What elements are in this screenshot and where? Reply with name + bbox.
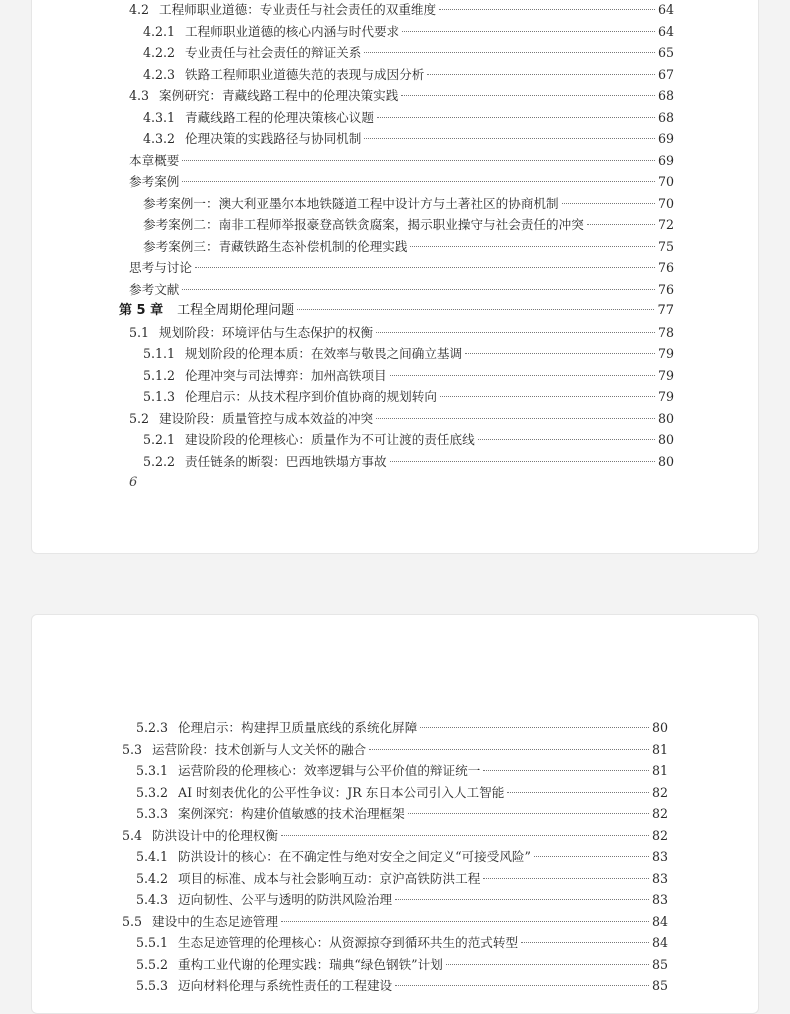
dot-leader bbox=[440, 396, 655, 397]
toc-entry-number: 5.4 bbox=[122, 827, 143, 843]
toc-entry[interactable] bbox=[129, 257, 674, 279]
toc-entry-title: 参考案例一：澳大利亚墨尔本地铁隧道工程中设计方与土著社区的协商机制 bbox=[143, 195, 559, 211]
toc-entry-title: 参考案例二：南非工程师举报豪登高铁贪腐案，揭示职业操守与社会责任的冲突 bbox=[143, 217, 584, 232]
dot-leader bbox=[427, 74, 655, 75]
toc-entry-page: 81 bbox=[651, 741, 668, 757]
page-folio: 6 bbox=[129, 475, 138, 490]
dot-leader bbox=[410, 246, 655, 247]
dot-leader bbox=[376, 332, 655, 333]
toc-entry-page: 76 bbox=[657, 260, 674, 275]
toc-entry-number: 5.2.2 bbox=[143, 453, 176, 469]
toc-entry-number: 4.2.2 bbox=[143, 45, 176, 60]
toc-entry-title: 伦理冲突与司法博弈：加州高铁项目 bbox=[185, 367, 387, 383]
dot-leader bbox=[402, 31, 655, 32]
toc-entry-page: 68 bbox=[657, 88, 674, 103]
toc-entry[interactable] bbox=[143, 64, 674, 86]
toc-entry-title: 伦理决策的实践路径与协同机制 bbox=[185, 131, 362, 146]
toc-entry-title: 工程全周期伦理问题 bbox=[177, 303, 295, 318]
toc-entry-page: 82 bbox=[651, 784, 668, 800]
toc-entry-title: 思考与讨论 bbox=[129, 260, 192, 275]
toc-entry-title: 伦理启示：构建捍卫质量底线的系统化屏障 bbox=[178, 720, 418, 735]
toc-page-2 bbox=[31, 614, 759, 1014]
toc-entry-title: 工程师职业道德的核心内涵与时代要求 bbox=[185, 23, 400, 39]
toc-entry[interactable] bbox=[143, 429, 674, 451]
dot-leader bbox=[420, 727, 649, 728]
toc-entry-page: 72 bbox=[657, 217, 674, 232]
toc-entry-number: 5.3.2 bbox=[136, 784, 169, 800]
toc-entry-title: AI 时刻表优化的公平性争议：JR 东日本公司引入人工智能 bbox=[178, 784, 505, 800]
toc-entry[interactable] bbox=[136, 782, 668, 804]
toc-entry-page: 82 bbox=[651, 827, 668, 843]
toc-entry-page: 84 bbox=[651, 913, 668, 929]
dot-leader bbox=[182, 160, 655, 161]
toc-entry[interactable] bbox=[122, 911, 668, 933]
toc-entry[interactable] bbox=[136, 889, 668, 911]
toc-entry[interactable] bbox=[143, 42, 674, 64]
toc-entry-page: 83 bbox=[651, 870, 668, 886]
toc-entry-number: 5.2 bbox=[129, 410, 150, 426]
toc-entry[interactable] bbox=[143, 343, 674, 365]
toc-entry-number: 5.1.2 bbox=[143, 367, 176, 383]
toc-entry-page: 68 bbox=[657, 109, 674, 125]
dot-leader bbox=[446, 964, 649, 965]
toc-entry-title: 迈向韧性、公平与透明的防洪风险治理 bbox=[178, 892, 393, 907]
toc-entry-page: 77 bbox=[657, 303, 674, 318]
toc-entry-page: 69 bbox=[657, 131, 674, 146]
toc-entry[interactable] bbox=[136, 760, 668, 782]
dot-leader bbox=[195, 267, 655, 268]
toc-entry[interactable] bbox=[129, 279, 674, 301]
toc-entry-title: 生态足迹管理的伦理核心：从资源掠夺到循环共生的范式转型 bbox=[178, 935, 519, 950]
toc-entry-title: 参考案例 bbox=[129, 174, 180, 189]
toc-entry-number: 5.5.3 bbox=[136, 978, 169, 993]
toc-entry-page: 67 bbox=[657, 66, 674, 82]
toc-entry[interactable] bbox=[129, 171, 674, 193]
toc-entry-title: 建设阶段：质量管控与成本效益的冲突 bbox=[159, 410, 374, 426]
toc-entry-number: 5.2.1 bbox=[143, 432, 176, 447]
toc-entry-number: 4.2.3 bbox=[143, 66, 176, 82]
toc-entry-page: 76 bbox=[657, 281, 674, 297]
toc-entry-number: 4.3.2 bbox=[143, 131, 176, 146]
dot-leader bbox=[562, 203, 655, 204]
dot-leader bbox=[376, 418, 655, 419]
toc-entry-page: 79 bbox=[657, 346, 674, 361]
toc-entry-number: 5.3.3 bbox=[136, 806, 169, 821]
toc-entry-page: 64 bbox=[657, 2, 674, 17]
toc-entry[interactable] bbox=[143, 193, 674, 215]
toc-entry-title: 铁路工程师职业道德失范的表现与成因分析 bbox=[185, 66, 425, 82]
dot-leader bbox=[369, 749, 649, 750]
toc-entry-page: 70 bbox=[657, 195, 674, 211]
toc-entry[interactable] bbox=[122, 739, 668, 761]
toc-entry[interactable] bbox=[143, 21, 674, 43]
toc-entry-number: 5.5.1 bbox=[136, 935, 169, 950]
toc-entry-number: 4.2.1 bbox=[143, 23, 176, 39]
toc-entry-page: 80 bbox=[657, 410, 674, 426]
toc-entry-page: 83 bbox=[651, 892, 668, 907]
toc-entry-number: 4.3.1 bbox=[143, 109, 176, 125]
dot-leader bbox=[521, 942, 649, 943]
toc-entry-title: 规划阶段的伦理本质：在效率与敬畏之间确立基调 bbox=[185, 346, 463, 361]
dot-leader bbox=[390, 461, 655, 462]
dot-leader bbox=[507, 792, 649, 793]
toc-entry-page: 83 bbox=[651, 849, 668, 864]
toc-entry-title: 规划阶段：环境评估与生态保护的权衡 bbox=[159, 324, 374, 340]
toc-entry-number: 第 5 章 bbox=[119, 303, 164, 318]
toc-entry[interactable] bbox=[122, 825, 668, 847]
toc-entry-number: 5.1.3 bbox=[143, 389, 176, 404]
toc-entry-title: 工程师职业道德：专业责任与社会责任的双重维度 bbox=[159, 2, 437, 17]
toc-page-1 bbox=[31, 0, 759, 554]
dot-leader bbox=[364, 138, 655, 139]
dot-leader bbox=[483, 770, 649, 771]
dot-leader bbox=[364, 52, 655, 53]
toc-list bbox=[32, 0, 758, 472]
toc-entry-title: 防洪设计中的伦理权衡 bbox=[152, 827, 278, 843]
toc-entry-page: 75 bbox=[657, 238, 674, 254]
toc-entry-page: 78 bbox=[657, 324, 674, 340]
toc-entry-number: 5.3.1 bbox=[136, 763, 169, 778]
toc-entry[interactable] bbox=[129, 150, 674, 172]
toc-entry-page: 79 bbox=[657, 367, 674, 383]
toc-entry-title: 项目的标准、成本与社会影响互动：京沪高铁防洪工程 bbox=[178, 870, 481, 886]
dot-leader bbox=[587, 224, 655, 225]
dot-leader bbox=[182, 181, 655, 182]
toc-list bbox=[32, 717, 758, 997]
toc-entry[interactable] bbox=[136, 803, 668, 825]
toc-entry[interactable] bbox=[143, 107, 674, 129]
toc-entry-page: 65 bbox=[657, 45, 674, 60]
toc-entry-title: 运营阶段：技术创新与人文关怀的融合 bbox=[152, 741, 367, 757]
toc-entry[interactable] bbox=[129, 0, 674, 21]
dot-leader bbox=[390, 375, 655, 376]
dot-leader bbox=[395, 985, 649, 986]
toc-entry[interactable] bbox=[136, 717, 668, 739]
toc-entry[interactable] bbox=[143, 451, 674, 473]
dot-leader bbox=[478, 439, 655, 440]
toc-entry[interactable] bbox=[143, 128, 674, 150]
toc-entry-title: 运营阶段的伦理核心：效率逻辑与公平价值的辩证统一 bbox=[178, 763, 481, 778]
toc-entry-number: 5.2.3 bbox=[136, 720, 169, 735]
toc-entry-number: 5.1.1 bbox=[143, 346, 176, 361]
toc-entry-title: 参考文献 bbox=[129, 281, 180, 297]
toc-entry-title: 专业责任与社会责任的辩证关系 bbox=[185, 45, 362, 60]
dot-leader bbox=[534, 856, 649, 857]
dot-leader bbox=[281, 921, 649, 922]
toc-entry-page: 70 bbox=[657, 174, 674, 189]
toc-entry-number: 5.4.2 bbox=[136, 870, 169, 886]
dot-leader bbox=[408, 813, 649, 814]
toc-entry-page: 85 bbox=[651, 978, 668, 993]
toc-entry-page: 80 bbox=[657, 432, 674, 447]
toc-entry[interactable] bbox=[136, 868, 668, 890]
toc-entry[interactable] bbox=[129, 408, 674, 430]
toc-entry[interactable] bbox=[143, 386, 674, 408]
toc-entry-page: 69 bbox=[657, 152, 674, 168]
toc-entry-title: 伦理启示：从技术程序到价值协商的规划转向 bbox=[185, 389, 437, 404]
toc-entry[interactable] bbox=[136, 975, 668, 997]
toc-entry-title: 本章概要 bbox=[129, 152, 180, 168]
toc-entry-title: 青藏线路工程的伦理决策核心议题 bbox=[185, 109, 374, 125]
toc-entry-page: 80 bbox=[657, 453, 674, 469]
toc-entry[interactable] bbox=[136, 846, 668, 868]
toc-entry[interactable] bbox=[143, 365, 674, 387]
toc-entry-number: 4.2 bbox=[129, 2, 150, 17]
toc-entry-page: 85 bbox=[651, 956, 668, 972]
toc-entry-number: 4.3 bbox=[129, 88, 150, 103]
toc-entry[interactable] bbox=[129, 322, 674, 344]
toc-entry-page: 84 bbox=[651, 935, 668, 950]
dot-leader bbox=[395, 899, 649, 900]
toc-entry-title: 建设中的生态足迹管理 bbox=[152, 913, 278, 929]
dot-leader bbox=[297, 309, 654, 310]
toc-entry-page: 79 bbox=[657, 389, 674, 404]
dot-leader bbox=[401, 95, 655, 96]
toc-entry-number: 5.4.1 bbox=[136, 849, 169, 864]
toc-entry-title: 迈向材料伦理与系统性责任的工程建设 bbox=[178, 978, 393, 993]
toc-entry-page: 64 bbox=[657, 23, 674, 39]
toc-entry-title: 案例深究：构建价值敏感的技术治理框架 bbox=[178, 806, 405, 821]
toc-entry-title: 防洪设计的核心：在不确定性与绝对安全之间定义“可接受风险” bbox=[178, 849, 531, 864]
toc-entry-number: 5.3 bbox=[122, 741, 143, 757]
dot-leader bbox=[465, 353, 655, 354]
dot-leader bbox=[281, 835, 649, 836]
dot-leader bbox=[182, 289, 655, 290]
toc-entry-number: 5.5.2 bbox=[136, 956, 169, 972]
toc-entry-page: 82 bbox=[651, 806, 668, 821]
toc-entry[interactable] bbox=[143, 214, 674, 236]
toc-entry[interactable] bbox=[136, 932, 668, 954]
toc-entry-title: 参考案例三：青藏铁路生态补偿机制的伦理实践 bbox=[143, 238, 408, 254]
toc-entry[interactable] bbox=[143, 236, 674, 258]
toc-entry-number: 5.5 bbox=[122, 913, 143, 929]
dot-leader bbox=[483, 878, 649, 879]
toc-entry-number: 5.4.3 bbox=[136, 892, 169, 907]
toc-entry[interactable] bbox=[136, 954, 668, 976]
toc-entry-title: 案例研究：青藏线路工程中的伦理决策实践 bbox=[159, 88, 399, 103]
toc-entry-number: 5.1 bbox=[129, 324, 150, 340]
toc-entry-page: 80 bbox=[651, 720, 668, 735]
toc-entry-page: 81 bbox=[651, 763, 668, 778]
toc-entry[interactable] bbox=[129, 85, 674, 107]
toc-entry-title: 责任链条的断裂：巴西地铁塌方事故 bbox=[185, 453, 387, 469]
toc-chapter-entry[interactable] bbox=[119, 300, 674, 322]
dot-leader bbox=[439, 9, 655, 10]
toc-entry-title: 建设阶段的伦理核心：质量作为不可让渡的责任底线 bbox=[185, 432, 475, 447]
toc-entry-title: 重构工业代谢的伦理实践：瑞典“绿色钢铁”计划 bbox=[178, 956, 443, 972]
dot-leader bbox=[377, 117, 655, 118]
